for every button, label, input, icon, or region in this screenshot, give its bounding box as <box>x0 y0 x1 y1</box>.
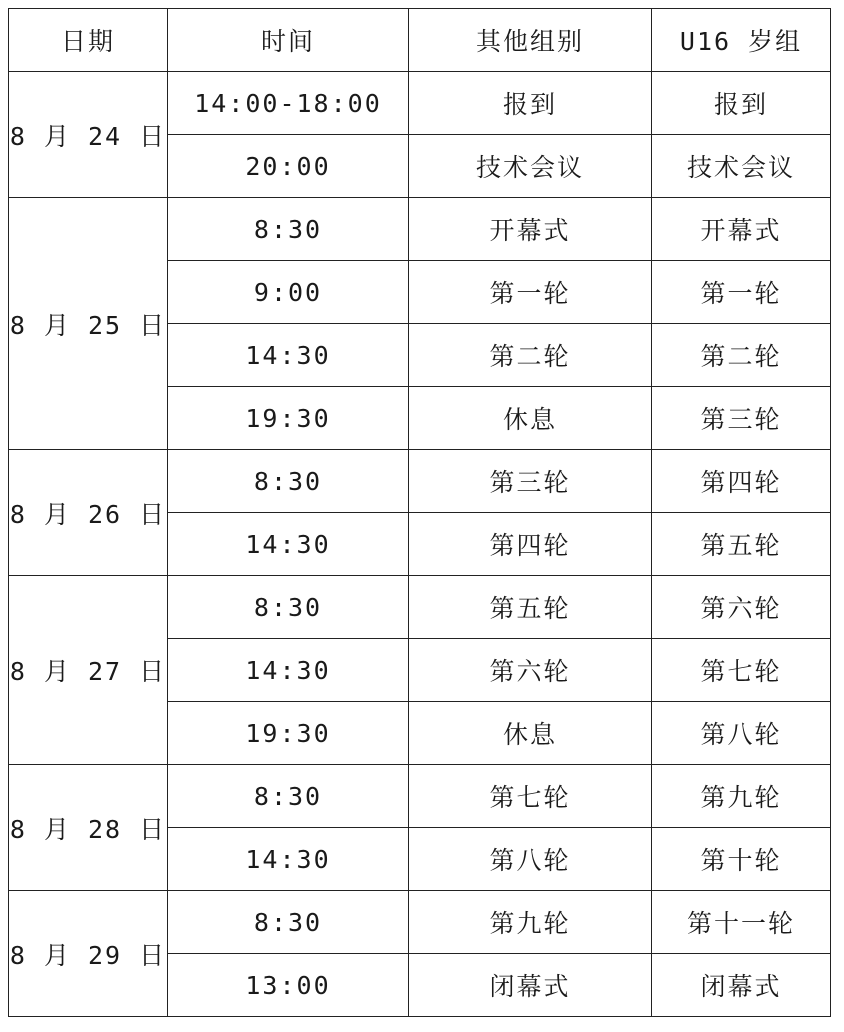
time-cell: 14:30 <box>168 513 409 576</box>
other-group-cell: 闭幕式 <box>409 954 652 1017</box>
table-row <box>9 450 831 513</box>
time-cell: 8:30 <box>168 765 409 828</box>
u16-group-cell: 第九轮 <box>652 765 831 828</box>
u16-group-cell: 第十一轮 <box>652 891 831 954</box>
date-cell: 8 月 25 日 <box>9 198 168 450</box>
u16-group-cell: 第八轮 <box>652 702 831 765</box>
time-cell: 19:30 <box>168 387 409 450</box>
table-row <box>9 576 831 639</box>
date-cell: 8 月 27 日 <box>9 576 168 765</box>
header-u16-group: U16 岁组 <box>652 9 831 72</box>
other-group-cell: 第七轮 <box>409 765 652 828</box>
date-cell: 8 月 29 日 <box>9 891 168 1017</box>
time-cell: 14:30 <box>168 828 409 891</box>
u16-group-cell: 第五轮 <box>652 513 831 576</box>
table-row <box>9 765 831 828</box>
other-group-cell: 第四轮 <box>409 513 652 576</box>
u16-group-cell: 第七轮 <box>652 639 831 702</box>
other-group-cell: 开幕式 <box>409 198 652 261</box>
other-group-cell: 第三轮 <box>409 450 652 513</box>
u16-group-cell: 第四轮 <box>652 450 831 513</box>
header-other-groups: 其他组别 <box>409 9 652 72</box>
other-group-cell: 第五轮 <box>409 576 652 639</box>
u16-group-cell: 开幕式 <box>652 198 831 261</box>
other-group-cell: 第六轮 <box>409 639 652 702</box>
u16-group-cell: 报到 <box>652 72 831 135</box>
other-group-cell: 报到 <box>409 72 652 135</box>
time-cell: 8:30 <box>168 450 409 513</box>
other-group-cell: 第一轮 <box>409 261 652 324</box>
other-group-cell: 第二轮 <box>409 324 652 387</box>
u16-group-cell: 第六轮 <box>652 576 831 639</box>
table-row <box>9 72 831 135</box>
header-row <box>9 9 831 72</box>
time-cell: 14:30 <box>168 324 409 387</box>
time-cell: 8:30 <box>168 576 409 639</box>
other-group-cell: 第八轮 <box>409 828 652 891</box>
header-time: 时间 <box>168 9 409 72</box>
u16-group-cell: 技术会议 <box>652 135 831 198</box>
date-cell: 8 月 26 日 <box>9 450 168 576</box>
table-row <box>9 198 831 261</box>
time-cell: 19:30 <box>168 702 409 765</box>
other-group-cell: 技术会议 <box>409 135 652 198</box>
u16-group-cell: 第一轮 <box>652 261 831 324</box>
time-cell: 14:00-18:00 <box>168 72 409 135</box>
time-cell: 8:30 <box>168 198 409 261</box>
date-cell: 8 月 28 日 <box>9 765 168 891</box>
other-group-cell: 休息 <box>409 702 652 765</box>
time-cell: 13:00 <box>168 954 409 1017</box>
header-date: 日期 <box>9 9 168 72</box>
table-row <box>9 891 831 954</box>
u16-group-cell: 第二轮 <box>652 324 831 387</box>
other-group-cell: 第九轮 <box>409 891 652 954</box>
schedule-body <box>9 72 831 1017</box>
time-cell: 8:30 <box>168 891 409 954</box>
date-cell: 8 月 24 日 <box>9 72 168 198</box>
schedule-header <box>9 9 831 72</box>
u16-group-cell: 闭幕式 <box>652 954 831 1017</box>
u16-group-cell: 第十轮 <box>652 828 831 891</box>
time-cell: 9:00 <box>168 261 409 324</box>
time-cell: 14:30 <box>168 639 409 702</box>
schedule-table <box>8 8 831 1017</box>
other-group-cell: 休息 <box>409 387 652 450</box>
u16-group-cell: 第三轮 <box>652 387 831 450</box>
time-cell: 20:00 <box>168 135 409 198</box>
